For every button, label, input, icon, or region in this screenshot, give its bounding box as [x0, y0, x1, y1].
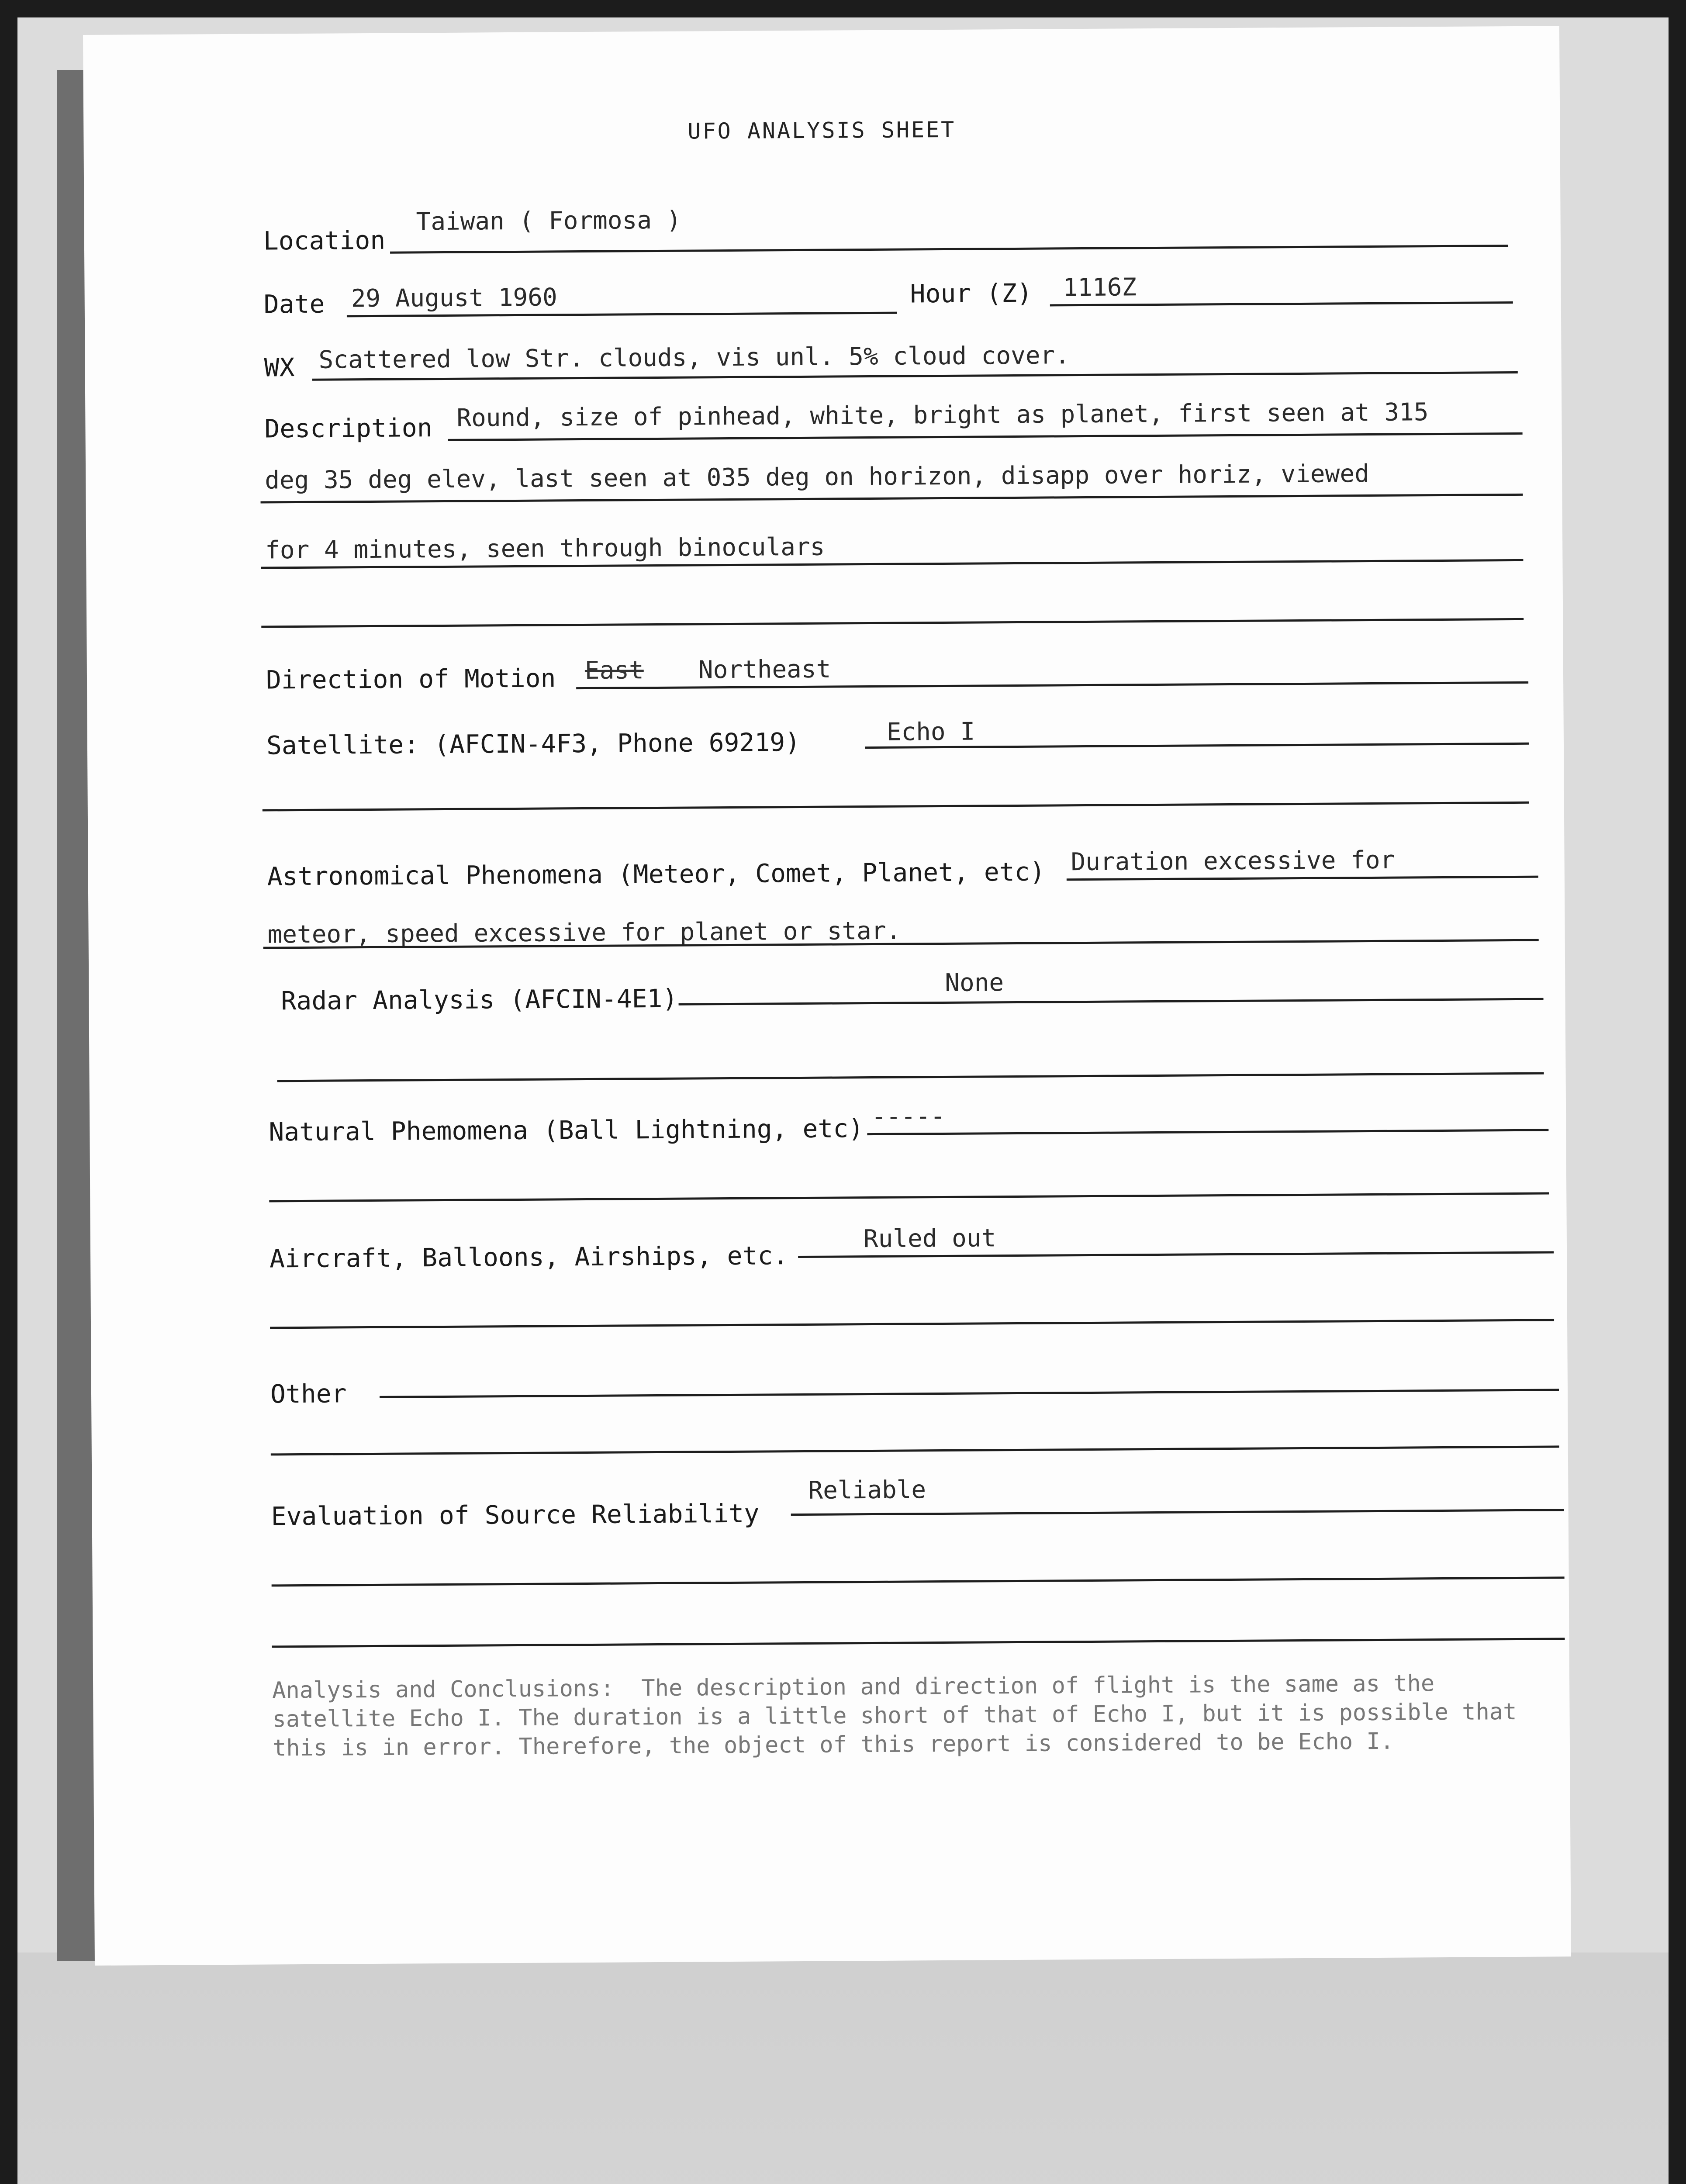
direction-field [266, 663, 556, 695]
hour-value: 1116Z [1063, 273, 1137, 302]
direction-label: Direction of Motion [266, 663, 556, 695]
reliability-value: Reliable [808, 1476, 926, 1505]
scan-lower-area [17, 1952, 1669, 2184]
astronomical-field [267, 857, 1045, 892]
natural-line [867, 1129, 1548, 1136]
other-field [270, 1379, 347, 1409]
other-line [380, 1389, 1559, 1398]
aircraft-value: Ruled out [863, 1224, 996, 1254]
reliability-label: Evaluation of Source Reliability [271, 1498, 760, 1531]
aircraft-field [269, 1241, 788, 1273]
location-line [390, 245, 1508, 254]
radar-rule-2 [277, 1072, 1544, 1082]
reliability-rule-3 [272, 1638, 1565, 1648]
radar-line [679, 998, 1544, 1006]
satellite-field [266, 727, 801, 760]
reliability-field [271, 1499, 760, 1531]
direction-struck-text: East [584, 656, 644, 685]
date-line [347, 312, 897, 318]
description-field [264, 413, 432, 443]
analysis-label: Analysis and Conclusions: [272, 1675, 615, 1704]
hour-line [1050, 301, 1513, 306]
radar-field [281, 984, 677, 1016]
location-value: Taiwan ( Formosa ) [416, 206, 681, 236]
date-value: 29 August 1960 [351, 283, 557, 313]
date-label: Date [263, 289, 325, 319]
reliability-rule-2 [272, 1576, 1565, 1586]
natural-label: Natural Phemomena (Ball Lightning, etc) [269, 1113, 864, 1147]
description-line-2: deg 35 deg elev, last seen at 035 deg on horizon, disapp over horiz, viewed [265, 460, 1370, 495]
analysis-sheet [83, 26, 1571, 1966]
astronomical-line-1 [1067, 876, 1538, 881]
description-label: Description [264, 413, 432, 444]
description-rule-2 [261, 494, 1523, 504]
reliability-line [791, 1509, 1564, 1516]
sheet-title: UFO ANALYSIS SHEET [688, 117, 956, 144]
direction-value: Northeast [698, 655, 831, 684]
date-field [264, 289, 325, 319]
hour-label: Hour (Z) [910, 278, 1033, 309]
other-label: Other [270, 1379, 347, 1409]
other-rule-2 [271, 1445, 1559, 1455]
astronomical-label: Astronomical Phenomena (Meteor, Comet, Planet, etc) [267, 857, 1045, 892]
analysis-block [272, 1668, 1565, 1762]
description-line-1: Round, size of pinhead, white, bright as planet, first seen at 315 [456, 398, 1429, 432]
satellite-value: Echo I [886, 717, 975, 746]
satellite-rule-2 [263, 802, 1529, 812]
location-field [263, 225, 386, 256]
radar-label: Radar Analysis (AFCIN-4E1) [281, 983, 678, 1016]
aircraft-rule-2 [270, 1319, 1554, 1329]
location-label: Location [263, 225, 386, 256]
direction-struck-value [585, 656, 644, 685]
wx-value: Scattered low Str. clouds, vis unl. 5% cloud cover. [318, 341, 1070, 374]
astronomical-value-2: meteor, speed excessive for planet or star. [267, 916, 901, 949]
wx-field [264, 352, 294, 382]
natural-value: ----- [871, 1102, 945, 1131]
hour-field [910, 278, 1032, 309]
radar-value: None [945, 968, 1004, 997]
satellite-label: Satellite: (AFCIN-4F3, Phone 69219) [266, 727, 801, 760]
analysis-text: The description and direction of flight is the same as the satellite Echo I. The duration is a little short of that of Echo I, but it is possible that this is in error. Therefore, the object of this report is considered to be Echo I. [272, 1670, 1531, 1762]
natural-field [269, 1113, 864, 1147]
aircraft-label: Aircraft, Balloons, Airships, etc. [269, 1241, 788, 1274]
natural-rule-2 [269, 1192, 1549, 1203]
astronomical-value-1: Duration excessive for [1071, 846, 1395, 877]
description-line-3: for 4 minutes, seen through binoculars [265, 532, 825, 565]
description-rule-1 [448, 432, 1523, 441]
description-rule-4 [261, 618, 1524, 628]
wx-label: WX [264, 352, 295, 383]
